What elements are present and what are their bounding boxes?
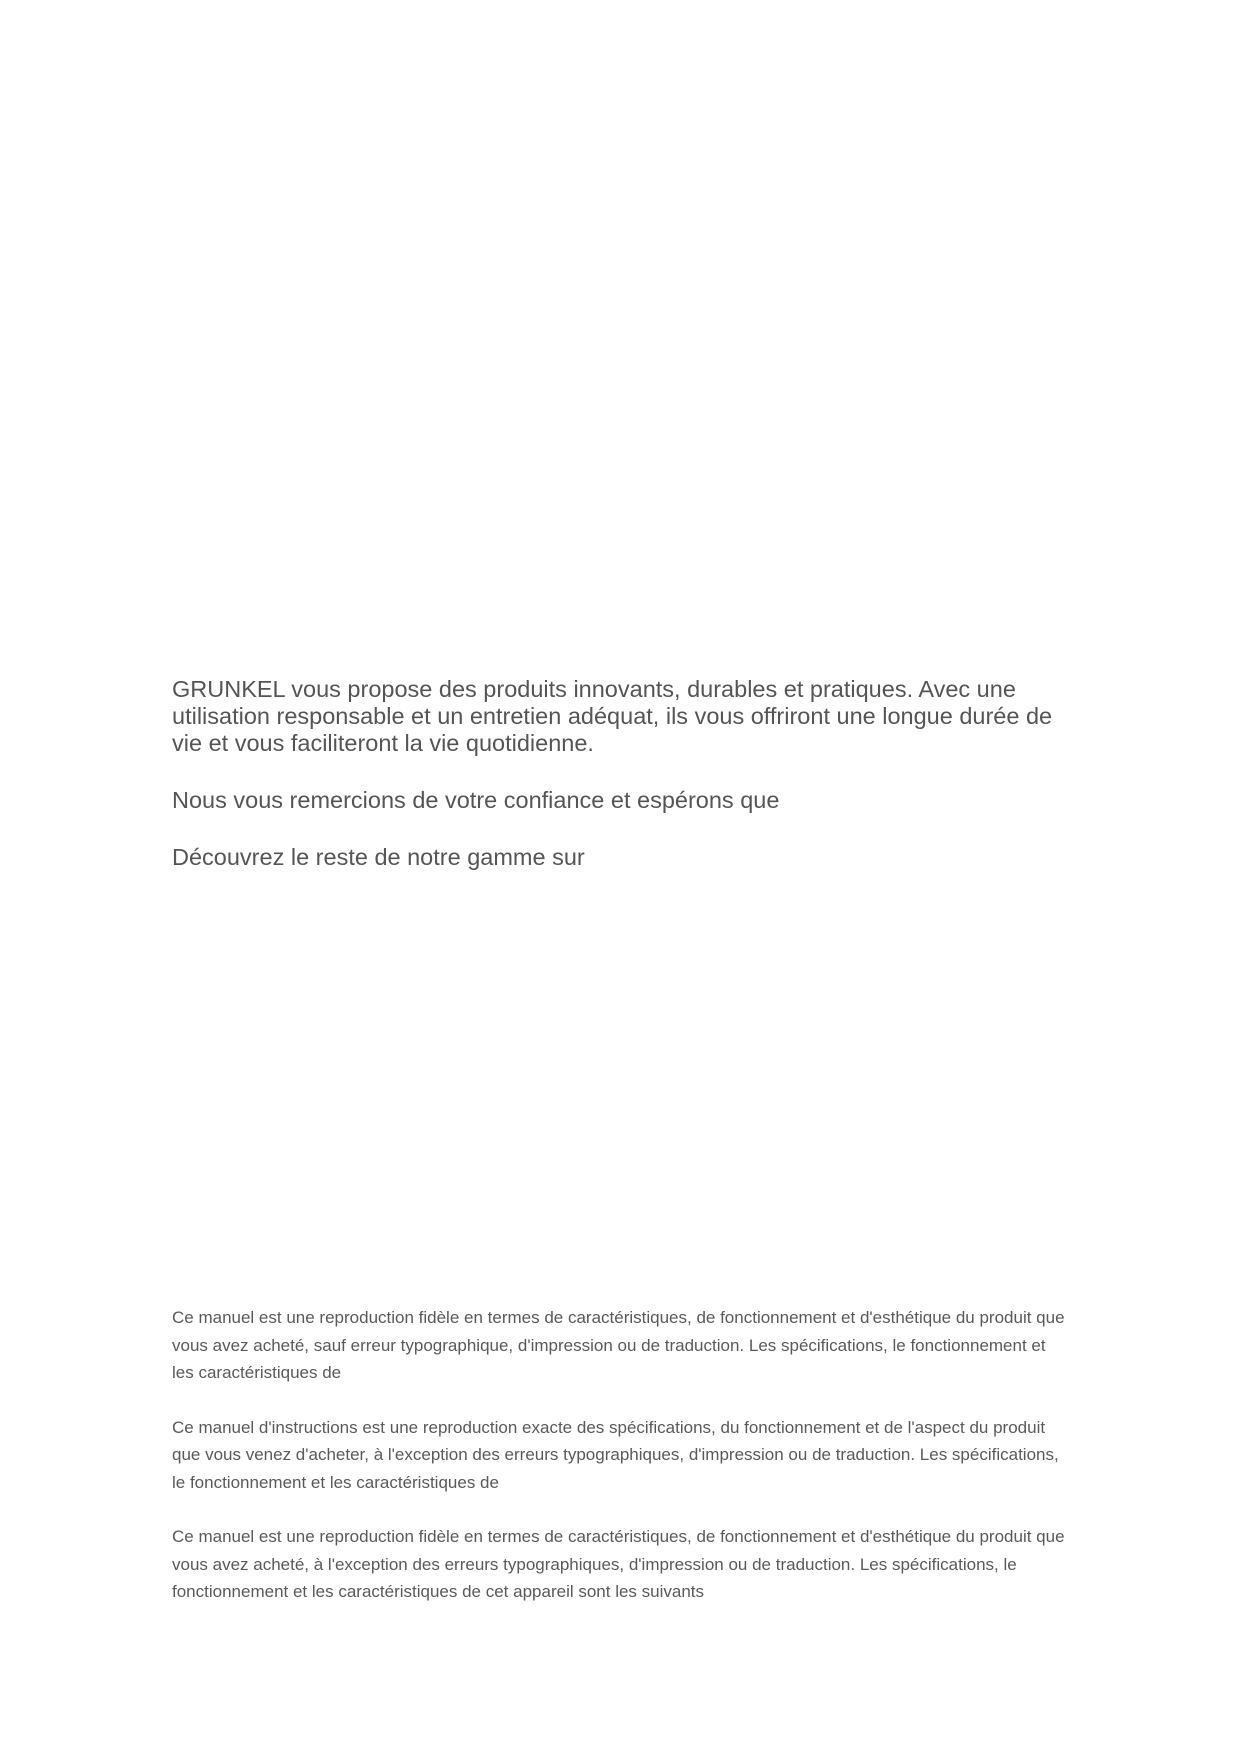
disclaimer-paragraph-3: Ce manuel est une reproduction fidèle en termes de caractéristiques, de fonctionnement et d'esthétique du produit que vous avez acheté, à l'exception des erreurs typographiques, d'impression ou de traduction. Les spécifications, le fonctionnement et les caractéristiques de cet appareil sont les suivants [172,1527,1065,1601]
intro-paragraph-brand: GRUNKEL vous propose des produits innovants, durables et pratiques. Avec une utilisation responsable et un entretien adéquat, ils vous offriront une longue durée de vie et vous faciliteront la vie quotidienne. [172,676,1053,756]
intro-section [172,676,1072,871]
disclaimer-paragraph-1: Ce manuel est une reproduction fidèle en termes de caractéristiques, de fonctionnement et d'esthétique du produit que vous avez acheté, sauf erreur typographique, d'impression ou de traduction. Les spécifications, le fonctionnement et les caractéristiques de [172,1308,1065,1382]
intro-paragraph-discover: Découvrez le reste de notre gamme sur [172,844,585,870]
disclaimer-paragraph-2: Ce manuel d'instructions est une reproduction exacte des spécifications, du fonctionnement et de l'aspect du produit que vous venez d'acheter, à l'exception des erreurs typographiques, d'impression ou de traduction. Les spécifications, le fonctionnement et les caractéristiques de [172,1417,1059,1492]
intro-paragraph-thanks: Nous vous remercions de votre confiance et espérons que [172,787,780,813]
disclaimer-section [172,1304,1072,1606]
